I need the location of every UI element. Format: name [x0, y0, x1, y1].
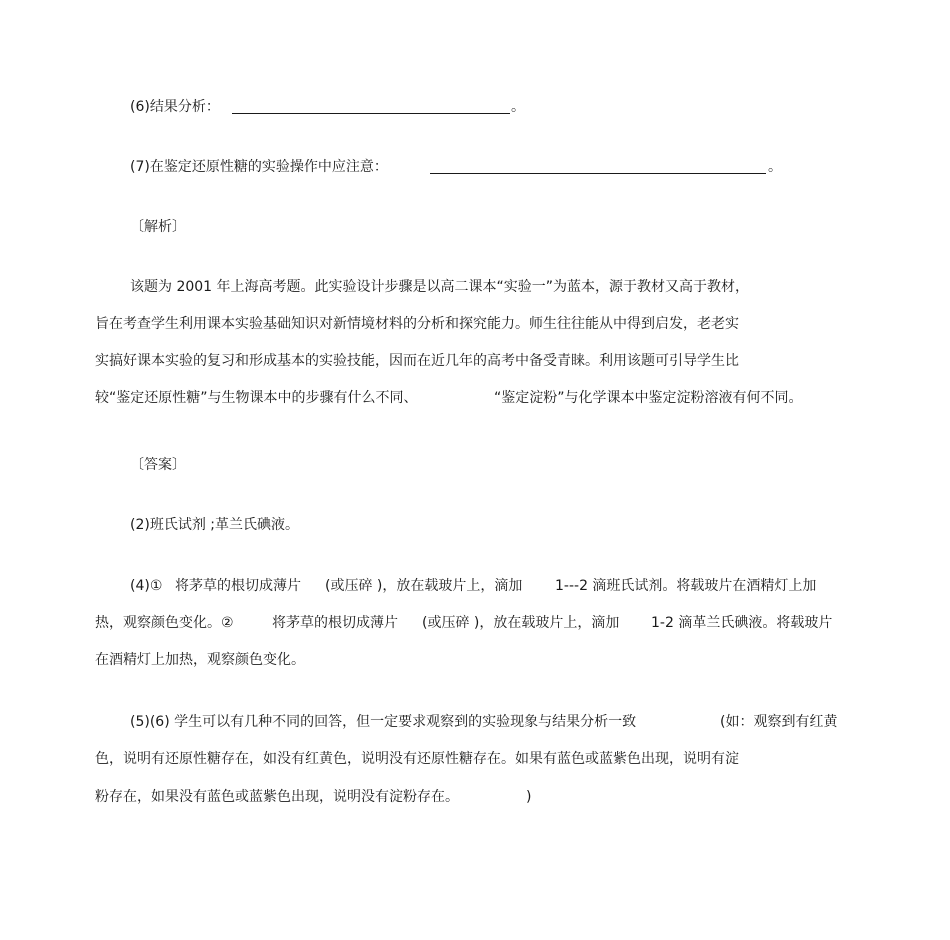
analysis-line: 较“鉴定还原性糖”与生物课本中的步骤有什么不同、	[95, 390, 418, 406]
answer-4-segment: (4)①	[130, 578, 163, 594]
answer-4-segment: 将茅草的根切成薄片	[272, 615, 398, 631]
answer-2: (2)班氏试剂 ;革兰氏碘液。	[130, 517, 299, 533]
answer-4-segment: (或压碎 )，放在载玻片上，滴加	[422, 615, 620, 631]
answer-4-segment: 在酒精灯上加热，观察颜色变化。	[95, 652, 305, 668]
answer-5-6-segment: 粉存在，如果没有蓝色或蓝紫色出现，说明没有淀粉存在。	[95, 789, 459, 805]
question-6-answer-blank	[232, 113, 510, 114]
answer-4-segment: 将茅草的根切成薄片	[175, 578, 301, 594]
answer-4-segment: 1-2 滴革兰氏碘液。将载玻片	[651, 615, 833, 631]
analysis-line: 实搞好课本实验的复习和形成基本的实验技能，因而在近几年的高考中备受青睐。利用该题可引导学生比	[95, 353, 739, 369]
analysis-heading: 〔解析〕	[130, 219, 186, 235]
answer-4-segment: 热，观察颜色变化。②	[95, 615, 234, 631]
answer-5-6-closing-paren: )	[526, 789, 532, 805]
answer-5-6-segment: 色，说明有还原性糖存在，如没有红黄色，说明没有还原性糖存在。如果有蓝色或蓝紫色出现，说明有淀	[95, 751, 739, 767]
analysis-line: 该题为 2001 年上海高考题。此实验设计步骤是以高二课本“实验一”为蓝本，源于教材又高于教材，	[130, 279, 750, 295]
analysis-line: 旨在考查学生利用课本实验基础知识对新情境材料的分析和探究能力。师生往往能从中得到启发，老老实	[95, 316, 739, 332]
question-7-answer-blank	[430, 173, 766, 174]
analysis-line-tail: “鉴定淀粉”与化学课本中鉴定淀粉溶液有何不同。	[494, 390, 803, 406]
question-7-end-mark: 。	[768, 159, 782, 175]
question-6-label: (6)结果分析：	[130, 99, 220, 115]
answer-4-segment: (或压碎 )，放在载玻片上，滴加	[325, 578, 523, 594]
answer-4-segment: 1---2 滴班氏试剂。将载玻片在酒精灯上加	[555, 578, 817, 594]
answer-5-6-segment: (如：观察到有红黄	[720, 714, 838, 730]
answer-heading: 〔答案〕	[130, 457, 186, 473]
answer-5-6-segment: (5)(6) 学生可以有几种不同的回答，但一定要求观察到的实验现象与结果分析一致	[130, 714, 637, 730]
question-6-end-mark: 。	[511, 99, 525, 115]
question-7-label: (7)在鉴定还原性糖的实验操作中应注意：	[130, 159, 388, 175]
